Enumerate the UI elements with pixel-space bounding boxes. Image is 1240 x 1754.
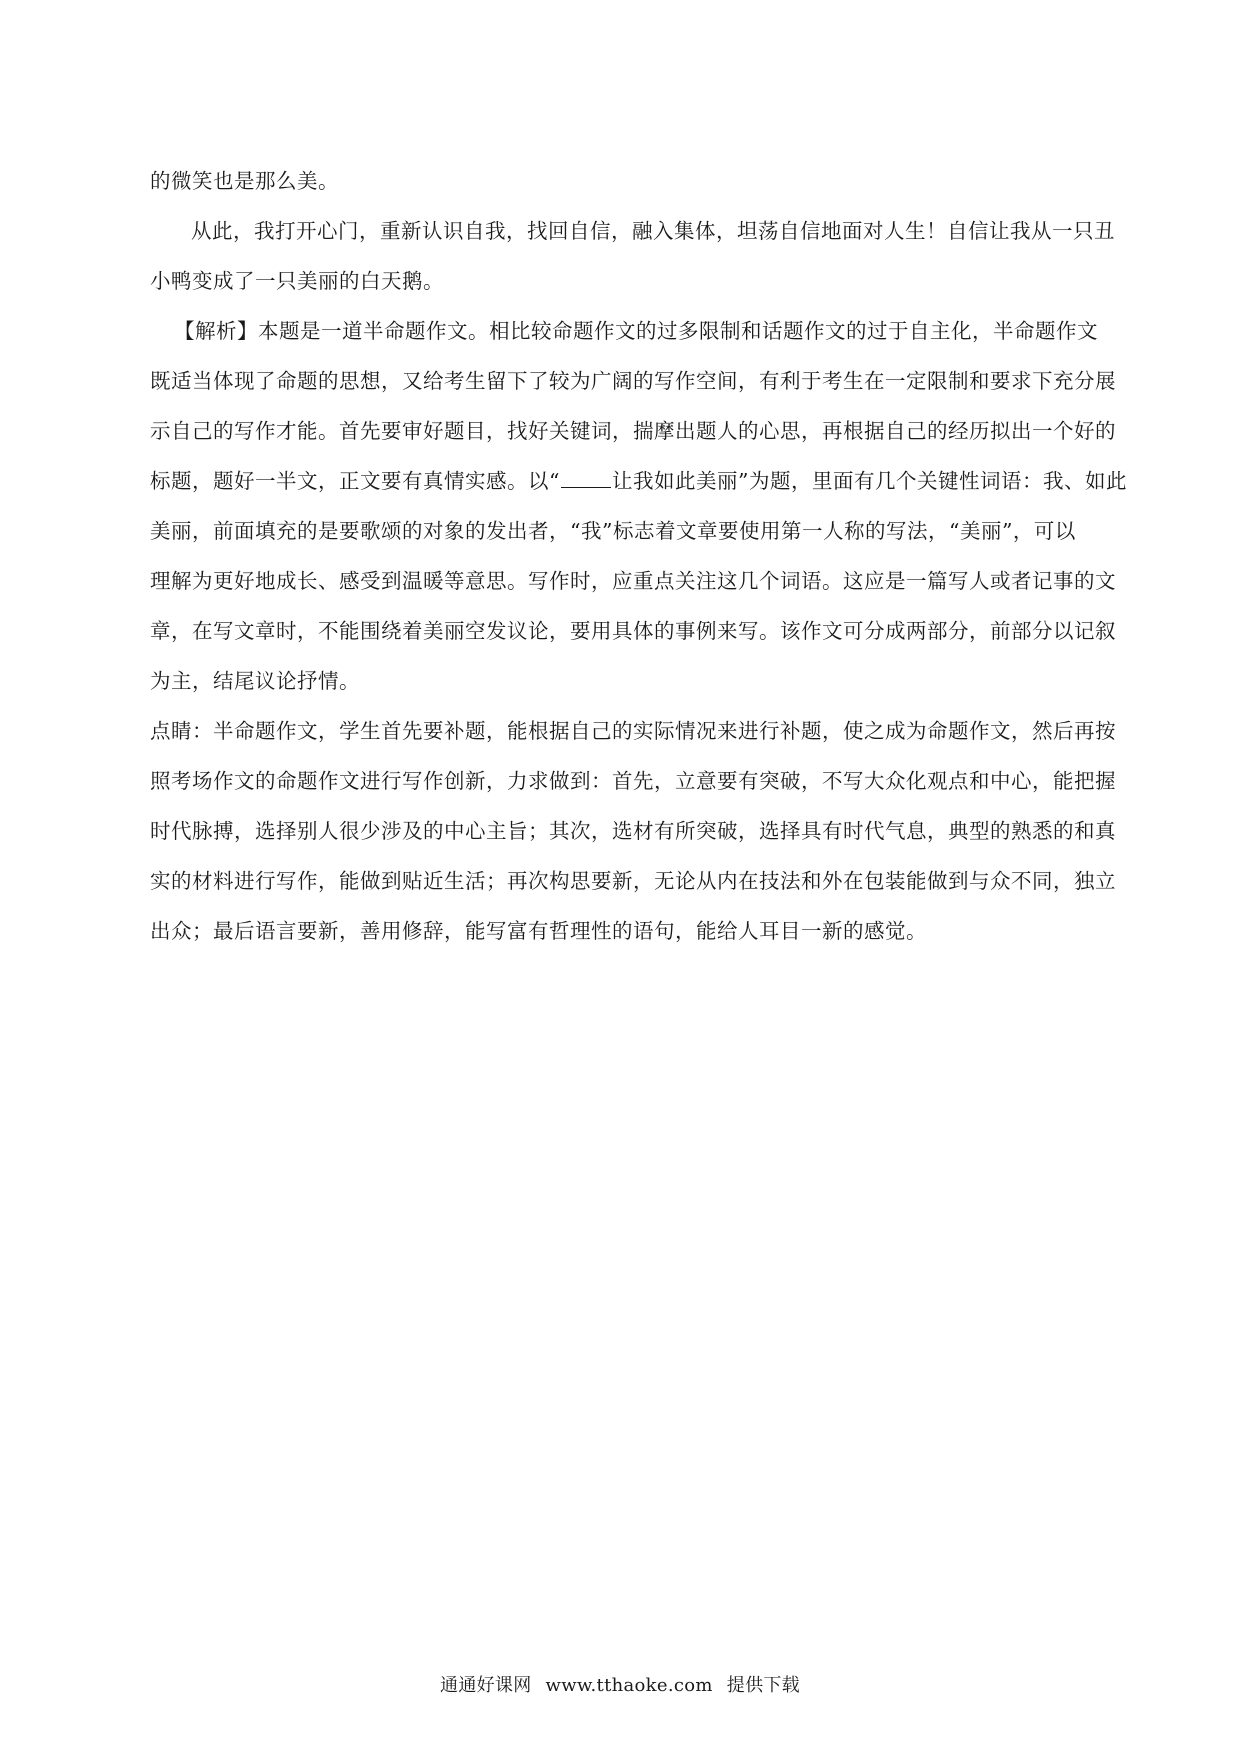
page-footer bbox=[0, 1671, 1240, 1697]
tips-section bbox=[150, 706, 1130, 956]
footer-suffix: 提供下载 bbox=[726, 1675, 800, 1696]
text-line: 出众；最后语言要新，善用修辞，能写富有哲理性的语句，能给人耳目一新的感觉。 bbox=[150, 919, 927, 943]
text-line: 既适当体现了命题的思想，又给考生留下了较为广阔的写作空间，有利于考生在一定限制和要求下充分展 bbox=[150, 369, 1116, 393]
text-line-with-blank bbox=[150, 456, 1130, 506]
paragraph-end bbox=[150, 156, 1130, 206]
footer-url: www.tthaoke.com bbox=[545, 1675, 713, 1696]
text-line: 章，在写文章时，不能围绕着美丽空发议论，要用具体的事例来写。该作文可分成两部分，前部分以记叙 bbox=[150, 619, 1116, 643]
text-line: 照考场作文的命题作文进行写作创新，力求做到：首先，立意要有突破，不写大众化观点和中心，能把握 bbox=[150, 769, 1116, 793]
document-body bbox=[150, 156, 1130, 956]
text-line: 理解为更好地成长、感受到温暖等意思。写作时，应重点关注这几个词语。这应是一篇写人或者记事的文 bbox=[150, 569, 1116, 593]
text-line: 实的材料进行写作，能做到贴近生活；再次构思要新，无论从内在技法和外在包装能做到与众不同，独立 bbox=[150, 869, 1116, 893]
text-line: 的微笑也是那么美。 bbox=[150, 169, 339, 193]
text-line: 【解析】本题是一道半命题作文。相比较命题作文的过多限制和话题作文的过于自主化，半命题作文 bbox=[174, 319, 1098, 343]
text-line: 时代脉搏，选择别人很少涉及的中心主旨；其次，选材有所突破，选择具有时代气息，典型的熟悉的和真 bbox=[150, 819, 1116, 843]
fill-in-blank bbox=[561, 469, 611, 488]
text-line: 点睛：半命题作文，学生首先要补题，能根据自己的实际情况来进行补题，使之成为命题作文，然后再按 bbox=[150, 719, 1116, 743]
text-line: 为主，结尾议论抒情。 bbox=[150, 669, 360, 693]
text-segment: 标题，题好一半文，正文要有真情实感。以“ bbox=[150, 469, 560, 493]
paragraph-conclusion bbox=[150, 206, 1130, 306]
text-line: 小鸭变成了一只美丽的白天鹅。 bbox=[150, 269, 444, 293]
text-line: 从此，我打开心门，重新认识自我，找回自信，融入集体，坦荡自信地面对人生！自信让我从一只丑 bbox=[191, 219, 1115, 243]
footer-site-name: 通通好课网 bbox=[440, 1675, 532, 1696]
text-segment: 让我如此美丽”为题，里面有几个关键性词语：我、如此 bbox=[611, 469, 1127, 493]
analysis-section bbox=[150, 306, 1130, 706]
text-line: 示自己的写作才能。首先要审好题目，找好关键词，揣摩出题人的心思，再根据自己的经历拟出一个好的 bbox=[150, 419, 1116, 443]
text-line: 美丽，前面填充的是要歌颂的对象的发出者，“我”标志着文章要使用第一人称的写法，“美丽”，可以 bbox=[150, 519, 1076, 543]
